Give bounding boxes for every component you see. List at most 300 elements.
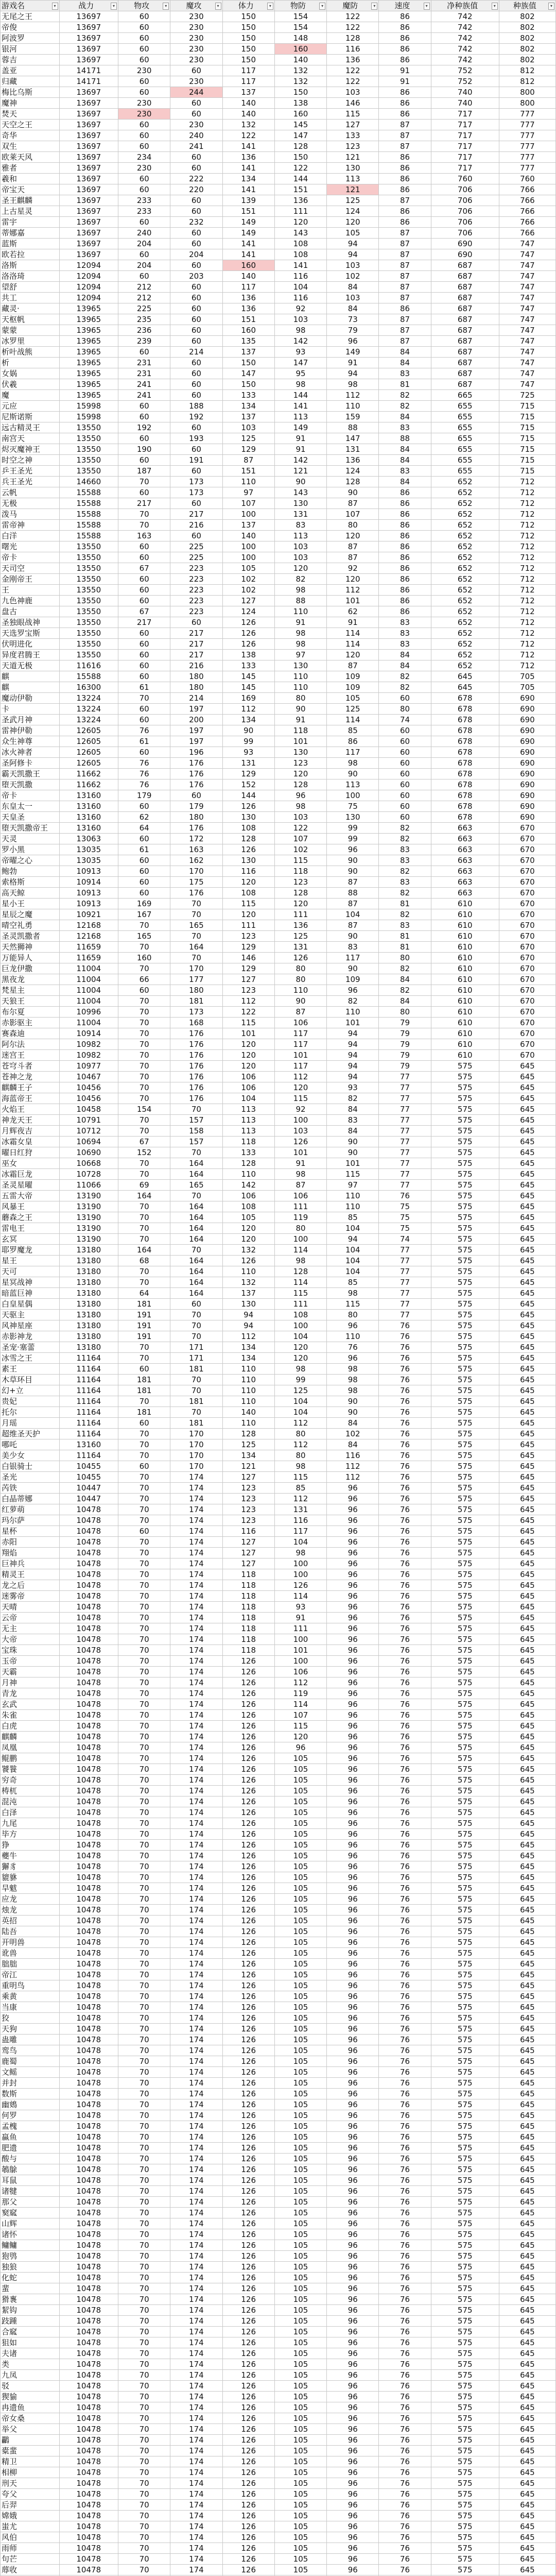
cell-name[interactable]: 幽鴳 [1, 2099, 60, 2110]
cell-net-stat[interactable]: 742 [431, 44, 499, 55]
table-row[interactable] [1, 2218, 556, 2229]
cell-base-stat[interactable]: 715 [499, 412, 555, 422]
cell-hp[interactable]: 141 [222, 141, 274, 152]
cell-net-stat[interactable]: 575 [431, 1375, 499, 1385]
cell-hp[interactable]: 137 [222, 87, 274, 98]
cell-net-stat[interactable]: 575 [431, 1245, 499, 1256]
cell-speed[interactable]: 76 [379, 2456, 431, 2467]
cell-hp[interactable]: 137 [222, 520, 274, 531]
cell-net-stat[interactable]: 575 [431, 2240, 499, 2251]
table-row[interactable] [1, 1212, 556, 1223]
cell-base-stat[interactable]: 645 [499, 2370, 555, 2381]
table-row[interactable] [1, 2532, 556, 2543]
cell-hp[interactable]: 126 [222, 2446, 274, 2456]
cell-power[interactable]: 13160 [59, 812, 118, 823]
cell-net-stat[interactable]: 575 [431, 2132, 499, 2143]
cell-name[interactable]: 月辉夜吉 [1, 1126, 60, 1137]
table-row[interactable] [1, 152, 556, 163]
cell-phys-atk[interactable]: 60 [118, 1526, 170, 1537]
table-row[interactable] [1, 2045, 556, 2056]
cell-mag-atk[interactable]: 197 [170, 704, 222, 715]
cell-name[interactable]: 帝宝天 [1, 184, 60, 195]
cell-mag-def[interactable]: 96 [327, 2446, 379, 2456]
cell-net-stat[interactable]: 575 [431, 2099, 499, 2110]
cell-net-stat[interactable]: 652 [431, 552, 499, 563]
cell-base-stat[interactable]: 645 [499, 2337, 555, 2348]
cell-mag-atk[interactable]: 174 [170, 1786, 222, 1797]
cell-mag-atk[interactable]: 181 [170, 996, 222, 1007]
cell-name[interactable]: 海蓝帝王 [1, 1093, 60, 1104]
cell-power[interactable]: 12605 [59, 736, 118, 747]
cell-name[interactable]: 阿尔法 [1, 1039, 60, 1050]
cell-phys-atk[interactable]: 70 [118, 2446, 170, 2456]
cell-mag-def[interactable]: 96 [327, 1526, 379, 1537]
cell-phys-atk[interactable]: 239 [118, 336, 170, 347]
cell-base-stat[interactable]: 645 [499, 2262, 555, 2273]
cell-mag-atk[interactable]: 223 [170, 585, 222, 596]
cell-speed[interactable]: 86 [379, 109, 431, 120]
cell-hp[interactable]: 149 [222, 228, 274, 239]
cell-hp[interactable]: 126 [222, 2402, 274, 2413]
cell-name[interactable]: 索格斯 [1, 877, 60, 888]
cell-base-stat[interactable]: 712 [499, 585, 555, 596]
cell-mag-def[interactable]: 88 [327, 888, 379, 899]
cell-hp[interactable]: 126 [222, 2035, 274, 2045]
table-row[interactable] [1, 1623, 556, 1634]
table-row[interactable] [1, 1602, 556, 1613]
cell-speed[interactable]: 76 [379, 2132, 431, 2143]
cell-hp[interactable]: 90 [222, 725, 274, 736]
cell-mag-atk[interactable]: 164 [170, 1169, 222, 1180]
cell-mag-def[interactable]: 96 [327, 2240, 379, 2251]
cell-phys-def[interactable]: 105 [274, 2478, 326, 2489]
cell-base-stat[interactable]: 690 [499, 747, 555, 758]
table-row[interactable] [1, 650, 556, 660]
cell-hp[interactable]: 126 [222, 1970, 274, 1980]
cell-speed[interactable]: 76 [379, 1613, 431, 1623]
cell-mag-def[interactable]: 86 [327, 736, 379, 747]
cell-name[interactable]: 星杯 [1, 1526, 60, 1537]
cell-net-stat[interactable]: 575 [431, 1320, 499, 1331]
table-row[interactable] [1, 1558, 556, 1569]
cell-net-stat[interactable]: 575 [431, 1786, 499, 1797]
cell-phys-atk[interactable]: 70 [118, 2359, 170, 2370]
cell-net-stat[interactable]: 575 [431, 2489, 499, 2500]
table-row[interactable] [1, 1591, 556, 1602]
cell-speed[interactable]: 76 [379, 2489, 431, 2500]
cell-name[interactable]: 赤阳 [1, 1537, 60, 1548]
cell-mag-def[interactable]: 96 [327, 1721, 379, 1732]
cell-name[interactable]: 银河 [1, 44, 60, 55]
cell-phys-def[interactable]: 80 [274, 1223, 326, 1234]
dropdown-arrow-icon[interactable]: ▾ [215, 3, 221, 10]
cell-mag-def[interactable]: 96 [327, 2489, 379, 2500]
cell-phys-atk[interactable]: 70 [118, 1948, 170, 1959]
cell-base-stat[interactable]: 690 [499, 779, 555, 790]
cell-net-stat[interactable]: 740 [431, 98, 499, 109]
cell-speed[interactable]: 76 [379, 2554, 431, 2565]
cell-hp[interactable]: 126 [222, 1807, 274, 1818]
cell-net-stat[interactable]: 575 [431, 2370, 499, 2381]
cell-hp[interactable]: 150 [222, 22, 274, 33]
cell-net-stat[interactable]: 742 [431, 55, 499, 65]
cell-phys-def[interactable]: 150 [274, 87, 326, 98]
cell-phys-def[interactable]: 82 [274, 574, 326, 585]
cell-power[interactable]: 10478 [59, 1872, 118, 1883]
cell-base-stat[interactable]: 645 [499, 1558, 555, 1569]
cell-mag-atk[interactable]: 174 [170, 2067, 222, 2078]
cell-phys-def[interactable]: 151 [274, 184, 326, 195]
cell-name[interactable]: 狡 [1, 2013, 60, 2024]
cell-name[interactable]: 天灵 [1, 834, 60, 844]
cell-mag-def[interactable]: 96 [327, 844, 379, 855]
cell-phys-atk[interactable]: 181 [118, 1299, 170, 1310]
cell-phys-def[interactable]: 128 [274, 779, 326, 790]
table-row[interactable] [1, 1028, 556, 1039]
cell-power[interactable]: 10478 [59, 2110, 118, 2121]
cell-phys-atk[interactable]: 70 [118, 1818, 170, 1829]
cell-mag-atk[interactable]: 217 [170, 509, 222, 520]
cell-name[interactable]: 泼马 [1, 509, 60, 520]
cell-speed[interactable]: 86 [379, 498, 431, 509]
cell-mag-atk[interactable]: 176 [170, 1093, 222, 1104]
cell-phys-atk[interactable]: 60 [118, 11, 170, 22]
cell-mag-atk[interactable]: 174 [170, 1797, 222, 1807]
cell-speed[interactable]: 76 [379, 2402, 431, 2413]
cell-phys-def[interactable]: 106 [274, 1018, 326, 1028]
cell-hp[interactable]: 150 [222, 44, 274, 55]
cell-net-stat[interactable]: 678 [431, 736, 499, 747]
cell-phys-def[interactable]: 91 [274, 617, 326, 628]
cell-name[interactable]: 洛洛琦 [1, 271, 60, 282]
cell-phys-def[interactable]: 105 [274, 1991, 326, 2002]
cell-mag-def[interactable]: 82 [327, 996, 379, 1007]
cell-name[interactable]: 异度君腾王 [1, 650, 60, 660]
cell-net-stat[interactable]: 678 [431, 801, 499, 812]
cell-net-stat[interactable]: 575 [431, 1851, 499, 1861]
cell-name[interactable]: 大帝 [1, 1634, 60, 1645]
cell-phys-def[interactable]: 120 [274, 563, 326, 574]
cell-speed[interactable]: 87 [379, 325, 431, 336]
cell-base-stat[interactable]: 645 [499, 2121, 555, 2132]
cell-name[interactable]: 雷宇 [1, 217, 60, 228]
cell-mag-def[interactable]: 96 [327, 2175, 379, 2186]
cell-base-stat[interactable]: 645 [499, 2099, 555, 2110]
cell-mag-def[interactable]: 62 [327, 606, 379, 617]
cell-mag-def[interactable]: 130 [327, 163, 379, 174]
cell-phys-def[interactable]: 105 [274, 2316, 326, 2327]
cell-mag-def[interactable]: 96 [327, 1353, 379, 1364]
cell-mag-def[interactable]: 96 [327, 1656, 379, 1667]
cell-base-stat[interactable]: 747 [499, 271, 555, 282]
cell-phys-def[interactable]: 105 [274, 2013, 326, 2024]
cell-base-stat[interactable]: 747 [499, 303, 555, 314]
cell-base-stat[interactable]: 645 [499, 1375, 555, 1385]
cell-name[interactable]: 蜚 [1, 2283, 60, 2294]
cell-speed[interactable]: 76 [379, 1569, 431, 1580]
cell-name[interactable]: 狍鸮 [1, 2251, 60, 2262]
cell-net-stat[interactable]: 575 [431, 1797, 499, 1807]
table-row[interactable] [1, 1699, 556, 1710]
cell-power[interactable]: 10478 [59, 1851, 118, 1861]
table-row[interactable] [1, 736, 556, 747]
cell-mag-def[interactable]: 96 [327, 985, 379, 996]
cell-mag-def[interactable]: 90 [327, 855, 379, 866]
cell-mag-atk[interactable]: 170 [170, 963, 222, 974]
table-row[interactable] [1, 1450, 556, 1461]
cell-name[interactable]: 旱魃 [1, 1883, 60, 1894]
cell-hp[interactable]: 160 [222, 260, 274, 271]
cell-phys-def[interactable]: 105 [274, 1937, 326, 1948]
cell-hp[interactable]: 112 [222, 996, 274, 1007]
cell-base-stat[interactable]: 645 [499, 1212, 555, 1223]
cell-mag-def[interactable]: 96 [327, 1558, 379, 1569]
cell-power[interactable]: 10478 [59, 2348, 118, 2359]
cell-phys-atk[interactable]: 60 [118, 347, 170, 358]
cell-hp[interactable]: 108 [222, 1201, 274, 1212]
cell-phys-def[interactable]: 100 [274, 1569, 326, 1580]
cell-power[interactable]: 11164 [59, 1375, 118, 1385]
cell-base-stat[interactable]: 747 [499, 358, 555, 368]
cell-speed[interactable]: 76 [379, 2121, 431, 2132]
cell-power[interactable]: 13550 [59, 444, 118, 455]
cell-base-stat[interactable]: 645 [499, 1861, 555, 1872]
cell-hp[interactable]: 132 [222, 120, 274, 130]
cell-name[interactable]: 天驱主 [1, 1310, 60, 1320]
cell-mag-atk[interactable]: 70 [170, 899, 222, 909]
cell-net-stat[interactable]: 652 [431, 639, 499, 650]
cell-base-stat[interactable]: 645 [499, 1775, 555, 1786]
cell-base-stat[interactable]: 766 [499, 217, 555, 228]
cell-mag-atk[interactable]: 176 [170, 779, 222, 790]
dropdown-arrow-icon[interactable]: ▾ [492, 3, 498, 10]
cell-net-stat[interactable]: 575 [431, 1937, 499, 1948]
cell-phys-def[interactable]: 144 [274, 390, 326, 401]
cell-phys-atk[interactable]: 60 [118, 455, 170, 466]
cell-base-stat[interactable]: 645 [499, 2273, 555, 2283]
cell-hp[interactable]: 122 [222, 1007, 274, 1018]
table-row[interactable] [1, 444, 556, 455]
cell-phys-def[interactable]: 98 [274, 801, 326, 812]
cell-name[interactable]: 狙如 [1, 2337, 60, 2348]
cell-speed[interactable]: 76 [379, 2413, 431, 2424]
cell-phys-def[interactable]: 80 [274, 963, 326, 974]
cell-base-stat[interactable]: 645 [499, 2218, 555, 2229]
cell-mag-atk[interactable]: 174 [170, 2565, 222, 2575]
cell-hp[interactable]: 123 [222, 931, 274, 942]
cell-base-stat[interactable]: 645 [499, 2565, 555, 2575]
cell-name[interactable]: 巨龙伊撒 [1, 963, 60, 974]
cell-mag-def[interactable]: 96 [327, 2089, 379, 2099]
cell-net-stat[interactable]: 575 [431, 2110, 499, 2121]
cell-base-stat[interactable]: 645 [499, 2013, 555, 2024]
cell-phys-atk[interactable]: 70 [118, 2045, 170, 2056]
cell-phys-def[interactable]: 105 [274, 2143, 326, 2154]
cell-speed[interactable]: 76 [379, 1320, 431, 1331]
cell-net-stat[interactable]: 575 [431, 2446, 499, 2456]
cell-base-stat[interactable]: 645 [499, 2002, 555, 2013]
cell-mag-def[interactable]: 104 [327, 1223, 379, 1234]
cell-mag-def[interactable]: 117 [327, 953, 379, 963]
cell-speed[interactable]: 87 [379, 228, 431, 239]
cell-mag-def[interactable]: 101 [327, 1018, 379, 1028]
cell-base-stat[interactable]: 760 [499, 174, 555, 184]
cell-net-stat[interactable]: 678 [431, 704, 499, 715]
cell-mag-def[interactable]: 96 [327, 2273, 379, 2283]
cell-phys-def[interactable]: 95 [274, 368, 326, 379]
cell-phys-def[interactable]: 97 [274, 650, 326, 660]
cell-mag-atk[interactable]: 232 [170, 217, 222, 228]
table-row[interactable] [1, 260, 556, 271]
cell-speed[interactable]: 87 [379, 239, 431, 249]
table-row[interactable] [1, 455, 556, 466]
cell-mag-def[interactable]: 87 [327, 899, 379, 909]
cell-net-stat[interactable]: 687 [431, 260, 499, 271]
cell-name[interactable]: 青龙 [1, 1688, 60, 1699]
cell-phys-atk[interactable]: 70 [118, 2511, 170, 2521]
cell-phys-def[interactable]: 105 [274, 1775, 326, 1786]
table-row[interactable] [1, 1418, 556, 1429]
cell-speed[interactable]: 87 [379, 336, 431, 347]
cell-phys-def[interactable]: 105 [274, 1970, 326, 1980]
cell-mag-atk[interactable]: 164 [170, 1212, 222, 1223]
cell-name[interactable]: 夫诸 [1, 2348, 60, 2359]
cell-power[interactable]: 13697 [59, 163, 118, 174]
cell-net-stat[interactable]: 575 [431, 2435, 499, 2446]
cell-name[interactable]: 诸犍 [1, 2186, 60, 2197]
cell-mag-atk[interactable]: 174 [170, 2543, 222, 2554]
cell-net-stat[interactable]: 575 [431, 2067, 499, 2078]
cell-phys-def[interactable]: 122 [274, 823, 326, 834]
table-row[interactable] [1, 2208, 556, 2218]
cell-base-stat[interactable]: 670 [499, 985, 555, 996]
table-row[interactable] [1, 130, 556, 141]
cell-power[interactable]: 10478 [59, 1591, 118, 1602]
cell-mag-atk[interactable]: 174 [170, 2316, 222, 2327]
cell-speed[interactable]: 83 [379, 368, 431, 379]
cell-mag-atk[interactable]: 70 [170, 1104, 222, 1115]
cell-power[interactable]: 10478 [59, 2121, 118, 2132]
cell-mag-def[interactable]: 96 [327, 1840, 379, 1851]
cell-hp[interactable]: 126 [222, 2045, 274, 2056]
cell-hp[interactable]: 110 [222, 1418, 274, 1429]
cell-net-stat[interactable]: 575 [431, 2305, 499, 2316]
cell-mag-atk[interactable]: 174 [170, 2348, 222, 2359]
table-row[interactable] [1, 985, 556, 996]
cell-phys-atk[interactable]: 167 [118, 909, 170, 920]
table-row[interactable] [1, 336, 556, 347]
cell-name[interactable]: 冰雪之王 [1, 1353, 60, 1364]
cell-phys-def[interactable]: 126 [274, 1137, 326, 1147]
cell-hp[interactable]: 104 [222, 1093, 274, 1104]
cell-mag-def[interactable]: 87 [327, 541, 379, 552]
cell-base-stat[interactable]: 802 [499, 33, 555, 44]
cell-hp[interactable]: 125 [222, 1439, 274, 1450]
cell-speed[interactable]: 76 [379, 2024, 431, 2035]
cell-power[interactable]: 10478 [59, 2532, 118, 2543]
cell-name[interactable]: 欧莱天风 [1, 152, 60, 163]
cell-phys-atk[interactable]: 70 [118, 1223, 170, 1234]
cell-phys-def[interactable]: 126 [274, 953, 326, 963]
cell-phys-def[interactable]: 128 [274, 141, 326, 152]
cell-mag-atk[interactable]: 157 [170, 1115, 222, 1126]
cell-name[interactable]: 夸父 [1, 2489, 60, 2500]
cell-speed[interactable]: 76 [379, 2154, 431, 2164]
cell-phys-atk[interactable]: 60 [118, 174, 170, 184]
cell-hp[interactable]: 120 [222, 1223, 274, 1234]
cell-mag-def[interactable]: 96 [327, 2110, 379, 2121]
cell-base-stat[interactable]: 645 [499, 1331, 555, 1342]
cell-hp[interactable]: 132 [222, 1245, 274, 1256]
cell-power[interactable]: 10478 [59, 2229, 118, 2240]
cell-name[interactable]: 玉帝 [1, 1656, 60, 1667]
cell-phys-atk[interactable]: 165 [118, 931, 170, 942]
cell-speed[interactable]: 84 [379, 358, 431, 368]
cell-mag-atk[interactable]: 230 [170, 76, 222, 87]
cell-phys-atk[interactable]: 60 [118, 87, 170, 98]
cell-hp[interactable]: 126 [222, 1256, 274, 1266]
cell-mag-def[interactable]: 96 [327, 2327, 379, 2337]
cell-power[interactable]: 13550 [59, 628, 118, 639]
table-row[interactable] [1, 282, 556, 293]
cell-name[interactable]: 帝俊 [1, 22, 60, 33]
cell-power[interactable]: 10478 [59, 1948, 118, 1959]
cell-base-stat[interactable]: 645 [499, 2500, 555, 2511]
cell-power[interactable]: 10478 [59, 2294, 118, 2305]
cell-speed[interactable]: 76 [379, 1721, 431, 1732]
cell-name[interactable]: 共工 [1, 293, 60, 303]
cell-mag-atk[interactable]: 174 [170, 2013, 222, 2024]
cell-mag-def[interactable]: 96 [327, 2305, 379, 2316]
cell-mag-atk[interactable]: 174 [170, 1580, 222, 1591]
cell-phys-def[interactable]: 148 [274, 33, 326, 44]
cell-net-stat[interactable]: 706 [431, 184, 499, 195]
cell-phys-atk[interactable]: 231 [118, 368, 170, 379]
cell-phys-def[interactable]: 105 [274, 2024, 326, 2035]
cell-net-stat[interactable]: 575 [431, 1775, 499, 1786]
table-row[interactable] [1, 617, 556, 628]
cell-phys-def[interactable]: 105 [274, 2337, 326, 2348]
cell-speed[interactable]: 76 [379, 1450, 431, 1461]
cell-phys-def[interactable]: 93 [274, 1602, 326, 1613]
cell-hp[interactable]: 126 [222, 2197, 274, 2208]
cell-power[interactable]: 10478 [59, 1569, 118, 1580]
cell-mag-atk[interactable]: 174 [170, 2327, 222, 2337]
cell-hp[interactable]: 126 [222, 2099, 274, 2110]
cell-phys-def[interactable]: 93 [274, 347, 326, 358]
table-row[interactable] [1, 1937, 556, 1948]
cell-mag-def[interactable]: 114 [327, 628, 379, 639]
cell-phys-def[interactable]: 80 [274, 693, 326, 704]
table-row[interactable] [1, 2446, 556, 2456]
cell-net-stat[interactable]: 575 [431, 1385, 499, 1396]
cell-phys-def[interactable]: 145 [274, 120, 326, 130]
dropdown-arrow-icon[interactable]: ▾ [267, 3, 273, 10]
cell-mag-atk[interactable]: 70 [170, 1320, 222, 1331]
cell-power[interactable]: 11164 [59, 1385, 118, 1396]
cell-net-stat[interactable]: 575 [431, 2316, 499, 2327]
cell-mag-def[interactable]: 93 [327, 1082, 379, 1093]
cell-phys-atk[interactable]: 70 [118, 2283, 170, 2294]
cell-name[interactable]: 赤影驱主 [1, 1018, 60, 1028]
cell-net-stat[interactable]: 575 [431, 1667, 499, 1677]
cell-power[interactable]: 10455 [59, 1461, 118, 1472]
cell-net-stat[interactable]: 575 [431, 1558, 499, 1569]
cell-name[interactable]: 鲍勃 [1, 866, 60, 877]
cell-mag-def[interactable]: 88 [327, 422, 379, 433]
cell-net-stat[interactable]: 652 [431, 509, 499, 520]
cell-base-stat[interactable]: 777 [499, 163, 555, 174]
